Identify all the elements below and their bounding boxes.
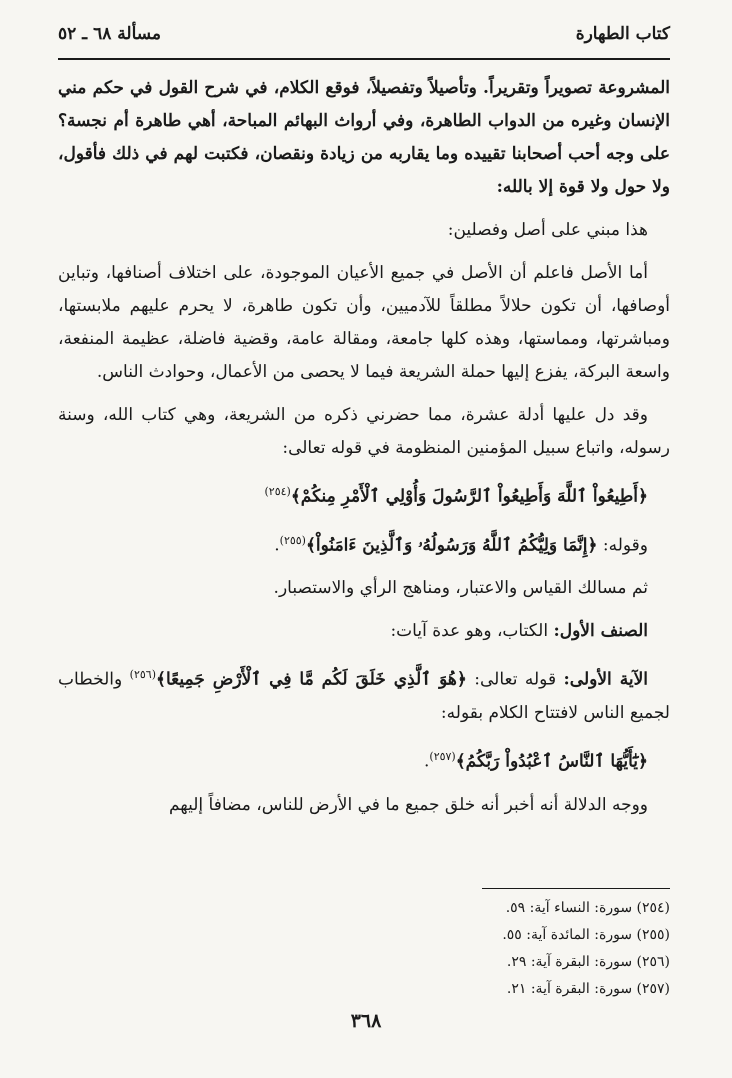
verse-text: ﴿إِنَّمَا وَلِيُّكُمُ ٱللَّهُ وَرَسُولُهُۥ وَٱلَّذِينَ ءَامَنُواْ﴾	[305, 535, 598, 556]
ayah-intro: قوله تعالى:	[466, 669, 564, 690]
footnote-ref: (٢٥٥)	[279, 533, 306, 547]
footnote-item: (٢٥٧) سورة: البقرة آية: ٢١.	[506, 981, 670, 997]
footnotes	[482, 888, 670, 1003]
footnote-ref: (٢٥٧)	[429, 749, 456, 763]
verse-end: .	[423, 751, 430, 772]
ayah-first	[58, 658, 670, 730]
verse-line-2	[58, 524, 670, 563]
section-text: الكتاب، وهو عدة آيات:	[390, 621, 554, 642]
verse-text: ﴿أَطِيعُواْ ٱللَّهَ وَأَطِيعُواْ ٱلرَّسُولَ وَأُوْلِي ٱلْأَمْرِ مِنكُمْ﴾	[290, 486, 648, 507]
section-label: الصنف الأول:	[553, 621, 648, 642]
verse-text: ﴿هُوَ ٱلَّذِي خَلَقَ لَكُم مَّا فِي ٱلْأَرْضِ جَمِيعًا﴾	[156, 669, 467, 690]
footnote-ref: (٢٥٤)	[264, 485, 291, 498]
paragraph-evidence: وقد دل عليها أدلة عشرة، مما حضرني ذكره من الشريعة، وهي كتاب الله، وسنة رسوله، واتباع سبيل المؤمنين المنظومة في قوله تعالى:	[58, 405, 670, 458]
footnote-ref: (٢٥٦)	[129, 668, 156, 682]
paragraph-basis: هذا مبني على أصل وفصلين:	[447, 220, 648, 240]
paragraph-analogy: ثم مسالك القياس والاعتبار، ومناهج الرأي والاستصبار.	[273, 578, 648, 599]
paragraph-intro: المشروعة تصويراً وتقريراً. وتأصيلاً وتفصيلاً، فوقع الكلام، في شرح القول في حكم مني الإنسان وغيره من الدواب الطاهرة، وفي أرواث البهائم المباحة، أهي طاهرة أم نجسة؟ على وجه أحب أصحابنا تقييده وما يقاربه من زيادة ونقصان، فكتبت لهم في ذلك فأقول، ولا حول ولا قوة إلا بالله:	[58, 78, 670, 197]
page-number: ٣٦٨	[350, 1010, 382, 1032]
ayah-rest: والخطاب لجميع الناس لافتتاح الكلام بقوله:	[58, 669, 670, 723]
header-issue-number: مسألة ٦٨ ـ ٥٢	[58, 24, 162, 44]
footnote-item: (٢٥٦) سورة: البقرة آية: ٢٩.	[506, 954, 670, 970]
ayah-label: الآية الأولى:	[563, 669, 649, 690]
section-heading	[58, 615, 670, 648]
paragraph-principle: أما الأصل فاعلم أن الأصل في جميع الأعيان الموجودة، على اختلاف أصنافها، وتباين أوصافها، أن تكون حلالاً مطلقاً للآدميين، وأن تكون طاهرة، لا يحرم عليهم ملابستها، ومباشرتها، ومماستها، وهذه كلها جامعة، ومقالة عامة، وقضية فاضلة، عظيمة المنفعة، واسعة البركة، يفزع إليها حملة الشريعة فيما لا يحصى من الأعمال، وحوادث الناس.	[58, 263, 670, 382]
main-text	[58, 72, 670, 832]
paragraph-conclusion: ووجه الدلالة أنه أخبر أنه خلق جميع ما في الأرض للناس، مضافاً إليهم	[168, 794, 648, 815]
verse-text: ﴿يَٰٓأَيُّهَا ٱلنَّاسُ ٱعْبُدُواْ رَبَّكُمُ﴾	[455, 751, 648, 772]
verse-end: .	[274, 535, 280, 556]
verse-intro: وقوله:	[597, 535, 648, 556]
verse-line-3	[58, 740, 670, 779]
running-header	[58, 18, 670, 60]
footnote-item: (٢٥٥) سورة: المائدة آية: ٥٥.	[502, 927, 670, 943]
header-book-title: كتاب الطهارة	[575, 24, 670, 44]
verse-line-1	[58, 475, 670, 514]
footnote-item: (٢٥٤) سورة: النساء آية: ٥٩.	[505, 900, 670, 916]
